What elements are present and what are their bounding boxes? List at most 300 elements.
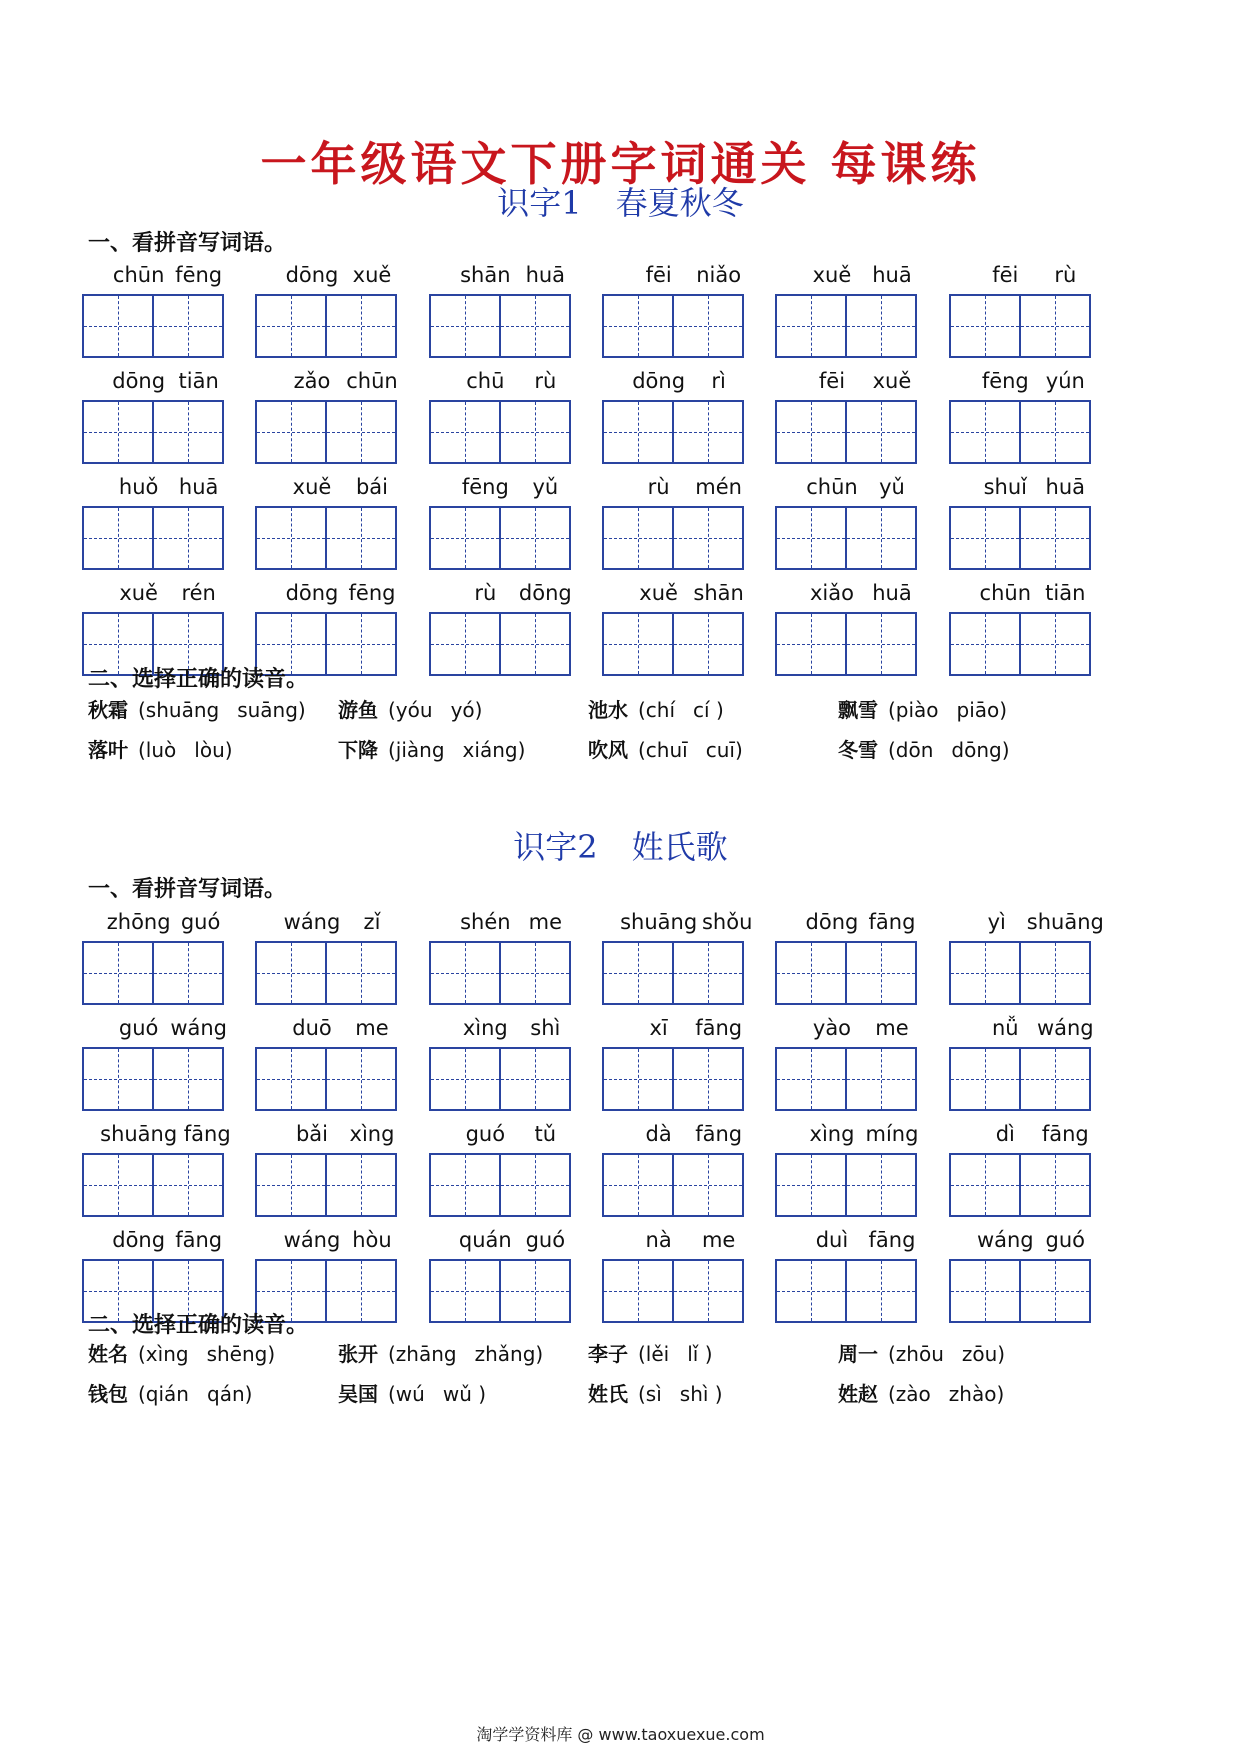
- pronunciation-option[interactable]: (qián: [138, 1381, 189, 1406]
- tianzige-box[interactable]: [257, 1155, 325, 1215]
- tianzige-box-pair[interactable]: [602, 1153, 744, 1217]
- pinyin-syllable: zǎo: [293, 369, 331, 393]
- tianzige-box[interactable]: [604, 614, 672, 674]
- tianzige-box-pair[interactable]: [949, 1259, 1091, 1323]
- tianzige-box[interactable]: [84, 402, 152, 462]
- tianzige-box[interactable]: [325, 1155, 395, 1215]
- tianzige-box[interactable]: [325, 1049, 395, 1109]
- tianzige-box-pair[interactable]: [429, 1259, 571, 1323]
- pinyin-syllable: zhōng: [106, 910, 171, 934]
- tianzige-box-pair[interactable]: [602, 612, 744, 676]
- tianzige-box[interactable]: [1019, 508, 1089, 568]
- pinyin-label: [255, 362, 428, 400]
- tianzige-box[interactable]: [499, 1049, 569, 1109]
- tianzige-box[interactable]: [951, 296, 1019, 356]
- tianzige-box[interactable]: [845, 296, 915, 356]
- pinyin-syllable: nǚ: [991, 1016, 1019, 1040]
- tianzige-box-pair[interactable]: [949, 506, 1091, 570]
- word-cell: [82, 903, 255, 1009]
- pinyin-label: [429, 256, 602, 294]
- tianzige-box-pair[interactable]: [82, 1153, 224, 1217]
- pronunciation-option[interactable]: cuī): [705, 737, 743, 762]
- tianzige-box-pair[interactable]: [775, 1047, 917, 1111]
- choice-word: 游鱼: [338, 697, 378, 722]
- choice-word: 下降: [338, 737, 378, 762]
- pinyin-syllable: shì: [530, 1016, 561, 1040]
- tianzige-box[interactable]: [777, 1261, 845, 1321]
- tianzige-box[interactable]: [152, 1049, 222, 1109]
- tianzige-box[interactable]: [604, 943, 672, 1003]
- word-cell: [82, 1115, 255, 1221]
- tianzige-box[interactable]: [1019, 943, 1089, 1003]
- pinyin-label: [602, 1221, 775, 1259]
- pinyin-syllable: fēi: [645, 263, 672, 287]
- word-cell: [429, 362, 602, 468]
- tianzige-box-pair[interactable]: [255, 400, 397, 464]
- pinyin-label: [949, 1221, 1122, 1259]
- tianzige-box[interactable]: [499, 1261, 569, 1321]
- tianzige-box[interactable]: [499, 402, 569, 462]
- tianzige-box[interactable]: [431, 508, 499, 568]
- pinyin-syllable: rì: [711, 369, 726, 393]
- tianzige-box-pair[interactable]: [429, 1153, 571, 1217]
- tianzige-box[interactable]: [845, 402, 915, 462]
- tianzige-box-pair[interactable]: [255, 1153, 397, 1217]
- pronunciation-option[interactable]: shēng): [206, 1341, 276, 1366]
- pronunciation-option[interactable]: (piào: [888, 697, 939, 722]
- tianzige-box[interactable]: [325, 614, 395, 674]
- word-cell: [949, 574, 1122, 680]
- pinyin-syllable: fāng: [868, 910, 916, 934]
- pronunciation-option[interactable]: (sì: [638, 1381, 662, 1406]
- tianzige-box[interactable]: [951, 943, 1019, 1003]
- tianzige-box[interactable]: [604, 508, 672, 568]
- pronunciation-option[interactable]: zhǎng): [474, 1341, 544, 1366]
- tianzige-box[interactable]: [431, 614, 499, 674]
- pinyin-syllable: yì: [987, 910, 1006, 934]
- choice-item: [338, 694, 588, 723]
- choice-row: [88, 728, 1148, 768]
- pinyin-syllable: dōng: [112, 369, 166, 393]
- word-cell: [602, 1221, 775, 1327]
- tianzige-box-pair[interactable]: [429, 294, 571, 358]
- pronunciation-option[interactable]: (yóu: [388, 697, 433, 722]
- pinyin-syllable: rù: [474, 581, 497, 605]
- pinyin-label: [82, 574, 255, 612]
- tianzige-box-pair[interactable]: [255, 1047, 397, 1111]
- choice-row: [88, 1332, 1148, 1372]
- tianzige-box[interactable]: [325, 943, 395, 1003]
- pinyin-syllable: huā: [178, 475, 219, 499]
- page-title: 一年级语文下册字词通关 每课练: [260, 137, 981, 191]
- word-cell: [429, 1221, 602, 1327]
- pinyin-label: [949, 903, 1122, 941]
- pronunciation-option[interactable]: qán): [207, 1381, 253, 1406]
- tianzige-box-pair[interactable]: [602, 1047, 744, 1111]
- tianzige-box[interactable]: [84, 1049, 152, 1109]
- pinyin-syllable: huā: [1045, 475, 1086, 499]
- tianzige-box[interactable]: [777, 614, 845, 674]
- tianzige-box[interactable]: [951, 402, 1019, 462]
- pinyin-syllable: dōng: [632, 369, 686, 393]
- pinyin-label: [602, 362, 775, 400]
- pinyin-syllable: fāng: [183, 1122, 231, 1146]
- tianzige-box-pair[interactable]: [602, 941, 744, 1005]
- pinyin-syllable: dì: [995, 1122, 1015, 1146]
- tianzige-box[interactable]: [951, 1261, 1019, 1321]
- choice-word: 姓名: [88, 1341, 128, 1366]
- tianzige-box-pair[interactable]: [775, 400, 917, 464]
- tianzige-box[interactable]: [152, 402, 222, 462]
- tianzige-box[interactable]: [672, 1049, 742, 1109]
- tianzige-box[interactable]: [499, 296, 569, 356]
- pinyin-syllable: yào: [812, 1016, 852, 1040]
- tianzige-box[interactable]: [325, 508, 395, 568]
- tianzige-box[interactable]: [431, 1155, 499, 1215]
- pinyin-syllable: me: [875, 1016, 909, 1040]
- pinyin-syllable: shuāng: [620, 910, 698, 934]
- pinyin-syllable: huǒ: [118, 475, 159, 499]
- tianzige-box-pair[interactable]: [82, 941, 224, 1005]
- tianzige-box[interactable]: [152, 943, 222, 1003]
- tianzige-box-pair[interactable]: [949, 294, 1091, 358]
- pinyin-label: [82, 362, 255, 400]
- pinyin-syllable: rù: [534, 369, 557, 393]
- tianzige-box[interactable]: [257, 402, 325, 462]
- word-cell: [429, 1009, 602, 1115]
- word-cell: [949, 1221, 1122, 1327]
- tianzige-box[interactable]: [845, 508, 915, 568]
- pinyin-syllable: duō: [292, 1016, 332, 1040]
- choice-item: [588, 734, 838, 763]
- tianzige-box-pair[interactable]: [255, 294, 397, 358]
- word-cell: [949, 256, 1122, 362]
- pinyin-syllable: yǔ: [879, 475, 905, 499]
- tianzige-box-pair[interactable]: [775, 506, 917, 570]
- pinyin-label: [255, 1009, 428, 1047]
- choice-item: [588, 1338, 838, 1367]
- pinyin-label: [775, 468, 948, 506]
- tianzige-box-pair[interactable]: [775, 612, 917, 676]
- tianzige-box[interactable]: [431, 1261, 499, 1321]
- tianzige-box[interactable]: [604, 1049, 672, 1109]
- tianzige-box[interactable]: [84, 296, 152, 356]
- tianzige-box-pair[interactable]: [82, 506, 224, 570]
- tianzige-box[interactable]: [84, 1155, 152, 1215]
- tianzige-box[interactable]: [325, 296, 395, 356]
- pronunciation-option[interactable]: (zhāng: [388, 1341, 457, 1366]
- pronunciation-option[interactable]: wǔ ): [442, 1381, 487, 1406]
- choice-word: 吴国: [338, 1381, 378, 1406]
- word-cell: [82, 362, 255, 468]
- choice-word: 落叶: [88, 737, 128, 762]
- choice-word: 吹风: [588, 737, 628, 762]
- tianzige-box[interactable]: [777, 943, 845, 1003]
- word-cell: [949, 903, 1122, 1009]
- word-cell: [255, 256, 428, 362]
- tianzige-box[interactable]: [951, 508, 1019, 568]
- pinyin-syllable: quán: [458, 1228, 512, 1252]
- tianzige-box[interactable]: [604, 1261, 672, 1321]
- pinyin-label: [602, 903, 775, 941]
- tianzige-box[interactable]: [152, 1155, 222, 1215]
- tianzige-box-pair[interactable]: [82, 400, 224, 464]
- tianzige-box[interactable]: [672, 402, 742, 462]
- lesson-1-writing-grid: [82, 256, 1122, 680]
- pinyin-label: [602, 1009, 775, 1047]
- word-cell: [949, 468, 1122, 574]
- tianzige-box[interactable]: [672, 614, 742, 674]
- footer-watermark: 淘学学资料库 @ www.taoxuexue.com: [476, 1725, 765, 1744]
- choice-item: [838, 1378, 1088, 1407]
- tianzige-box[interactable]: [499, 1155, 569, 1215]
- pinyin-label: [602, 468, 775, 506]
- tianzige-box[interactable]: [1019, 296, 1089, 356]
- pronunciation-option[interactable]: (lěi: [638, 1341, 670, 1366]
- tianzige-box-pair[interactable]: [429, 400, 571, 464]
- pronunciation-option[interactable]: dōng): [951, 737, 1010, 762]
- tianzige-box[interactable]: [152, 508, 222, 568]
- tianzige-box[interactable]: [777, 402, 845, 462]
- pronunciation-option[interactable]: piāo): [956, 697, 1008, 722]
- pinyin-syllable: xī: [649, 1016, 668, 1040]
- tianzige-box-pair[interactable]: [602, 400, 744, 464]
- tianzige-box[interactable]: [672, 508, 742, 568]
- tianzige-box[interactable]: [1019, 614, 1089, 674]
- choice-item: [838, 694, 1088, 723]
- tianzige-box[interactable]: [84, 943, 152, 1003]
- pronunciation-option[interactable]: (zào: [888, 1381, 931, 1406]
- tianzige-box[interactable]: [845, 614, 915, 674]
- pronunciation-option[interactable]: shì ): [679, 1381, 723, 1406]
- lesson-2-section-write: 一、看拼音写词语。: [88, 877, 287, 902]
- tianzige-box[interactable]: [951, 1049, 1019, 1109]
- pronunciation-option[interactable]: (shuāng: [138, 697, 220, 722]
- pinyin-syllable: mén: [695, 475, 742, 499]
- tianzige-box[interactable]: [777, 296, 845, 356]
- pronunciation-option[interactable]: (dōn: [888, 737, 934, 762]
- tianzige-box[interactable]: [152, 296, 222, 356]
- tianzige-box[interactable]: [604, 402, 672, 462]
- tianzige-box-pair[interactable]: [775, 294, 917, 358]
- tianzige-box-pair[interactable]: [775, 1153, 917, 1217]
- tianzige-box[interactable]: [1019, 1261, 1089, 1321]
- pronunciation-option[interactable]: zōu): [961, 1341, 1006, 1366]
- pronunciation-option[interactable]: lǐ ): [687, 1341, 713, 1366]
- pinyin-label: [429, 1221, 602, 1259]
- pinyin-label: [82, 903, 255, 941]
- pinyin-syllable: guó: [525, 1228, 566, 1252]
- tianzige-box[interactable]: [672, 1155, 742, 1215]
- pronunciation-option[interactable]: zhào): [948, 1381, 1005, 1406]
- tianzige-box[interactable]: [499, 943, 569, 1003]
- word-cell: [775, 362, 948, 468]
- pinyin-syllable: shǒu: [701, 910, 753, 934]
- tianzige-box[interactable]: [257, 943, 325, 1003]
- pinyin-syllable: guó: [465, 1122, 506, 1146]
- tianzige-box[interactable]: [84, 508, 152, 568]
- pronunciation-option[interactable]: (wú: [388, 1381, 425, 1406]
- pronunciation-option[interactable]: (jiàng: [388, 737, 445, 762]
- pronunciation-option[interactable]: cí ): [693, 697, 724, 722]
- tianzige-box[interactable]: [845, 1155, 915, 1215]
- tianzige-box[interactable]: [672, 1261, 742, 1321]
- pinyin-label: [429, 903, 602, 941]
- pinyin-syllable: niǎo: [696, 263, 742, 287]
- word-cell: [602, 468, 775, 574]
- pinyin-syllable: xuě: [119, 581, 158, 605]
- pinyin-syllable: duì: [815, 1228, 849, 1252]
- pronunciation-option[interactable]: (zhōu: [888, 1341, 944, 1366]
- pinyin-syllable: me: [528, 910, 562, 934]
- pinyin-syllable: chū: [466, 369, 505, 393]
- word-cell: [82, 1009, 255, 1115]
- lesson-1-section-choose: 二、选择正确的读音。: [88, 667, 309, 692]
- tianzige-box-pair[interactable]: [255, 506, 397, 570]
- tianzige-box[interactable]: [777, 1049, 845, 1109]
- pinyin-syllable: nà: [645, 1228, 672, 1252]
- pinyin-syllable: yǔ: [532, 475, 559, 499]
- tianzige-box[interactable]: [845, 943, 915, 1003]
- pinyin-label: [949, 468, 1122, 506]
- pinyin-syllable: xuě: [872, 369, 912, 393]
- pronunciation-option[interactable]: suāng): [237, 697, 306, 722]
- word-cell: [429, 574, 602, 680]
- tianzige-box-pair[interactable]: [82, 1047, 224, 1111]
- pinyin-syllable: xìng: [809, 1122, 855, 1146]
- lesson-2-choose-list: [88, 1332, 1148, 1412]
- tianzige-box-pair[interactable]: [429, 506, 571, 570]
- pinyin-label: [775, 256, 948, 294]
- choice-word: 飘雪: [838, 697, 878, 722]
- grid-row: [82, 256, 1122, 362]
- tianzige-box-pair[interactable]: [949, 941, 1091, 1005]
- tianzige-box[interactable]: [951, 614, 1019, 674]
- tianzige-box[interactable]: [845, 1261, 915, 1321]
- tianzige-box-pair[interactable]: [602, 294, 744, 358]
- tianzige-box[interactable]: [672, 296, 742, 356]
- choice-item: [588, 694, 838, 723]
- pinyin-syllable: dōng: [112, 1228, 166, 1252]
- tianzige-box[interactable]: [325, 1261, 395, 1321]
- pinyin-syllable: shuāng: [100, 1122, 178, 1146]
- tianzige-box[interactable]: [499, 614, 569, 674]
- pinyin-syllable: fēi: [818, 369, 846, 393]
- tianzige-box[interactable]: [1019, 1155, 1089, 1215]
- pinyin-syllable: bái: [355, 475, 388, 499]
- choice-item: [88, 694, 338, 723]
- pinyin-syllable: shān: [460, 263, 511, 287]
- pinyin-syllable: dōng: [805, 910, 859, 934]
- tianzige-box[interactable]: [777, 1155, 845, 1215]
- tianzige-box-pair[interactable]: [949, 1047, 1091, 1111]
- tianzige-box[interactable]: [257, 296, 325, 356]
- tianzige-box[interactable]: [499, 508, 569, 568]
- pinyin-label: [775, 362, 948, 400]
- pronunciation-option[interactable]: xiáng): [462, 737, 526, 762]
- pinyin-syllable: guó: [180, 910, 221, 934]
- pinyin-label: [82, 1009, 255, 1047]
- tianzige-box[interactable]: [431, 402, 499, 462]
- tianzige-box-pair[interactable]: [602, 1259, 744, 1323]
- tianzige-box[interactable]: [777, 508, 845, 568]
- tianzige-box[interactable]: [604, 1155, 672, 1215]
- tianzige-box-pair[interactable]: [429, 1047, 571, 1111]
- tianzige-box[interactable]: [431, 296, 499, 356]
- pinyin-syllable: fēi: [992, 263, 1019, 287]
- word-cell: [602, 362, 775, 468]
- choice-item: [338, 734, 588, 763]
- word-cell: [255, 1115, 428, 1221]
- pronunciation-option[interactable]: (luò: [138, 737, 177, 762]
- tianzige-box-pair[interactable]: [949, 612, 1091, 676]
- word-cell: [775, 468, 948, 574]
- tianzige-box-pair[interactable]: [949, 1153, 1091, 1217]
- pinyin-syllable: rù: [647, 475, 670, 499]
- tianzige-box[interactable]: [672, 943, 742, 1003]
- tianzige-box-pair[interactable]: [429, 941, 571, 1005]
- tianzige-box-pair[interactable]: [775, 1259, 917, 1323]
- tianzige-box[interactable]: [257, 1049, 325, 1109]
- pinyin-syllable: xuě: [639, 581, 678, 605]
- pinyin-label: [255, 1115, 428, 1153]
- choice-item: [588, 1378, 838, 1407]
- tianzige-box-pair[interactable]: [602, 506, 744, 570]
- tianzige-box[interactable]: [1019, 402, 1089, 462]
- pronunciation-option[interactable]: (chí: [638, 697, 676, 722]
- pronunciation-option[interactable]: (xìng: [138, 1341, 189, 1366]
- choice-word: 池水: [588, 697, 628, 722]
- tianzige-box-pair[interactable]: [255, 941, 397, 1005]
- grid-row: [82, 362, 1122, 468]
- tianzige-box-pair[interactable]: [949, 400, 1091, 464]
- tianzige-box[interactable]: [845, 1049, 915, 1109]
- pinyin-syllable: fāng: [695, 1122, 743, 1146]
- tianzige-box[interactable]: [604, 296, 672, 356]
- pinyin-syllable: fāng: [175, 1228, 223, 1252]
- tianzige-box[interactable]: [431, 1049, 499, 1109]
- tianzige-box[interactable]: [1019, 1049, 1089, 1109]
- tianzige-box-pair[interactable]: [775, 941, 917, 1005]
- pinyin-syllable: tiān: [1045, 581, 1086, 605]
- tianzige-box[interactable]: [325, 402, 395, 462]
- tianzige-box-pair[interactable]: [429, 612, 571, 676]
- pronunciation-option[interactable]: (chuī: [638, 737, 688, 762]
- pronunciation-option[interactable]: lòu): [194, 737, 233, 762]
- word-cell: [775, 1115, 948, 1221]
- choice-item: [338, 1378, 588, 1407]
- pinyin-syllable: shén: [460, 910, 511, 934]
- choice-item: [88, 1378, 338, 1407]
- pinyin-syllable: wáng: [170, 1016, 227, 1040]
- pinyin-label: [602, 574, 775, 612]
- pinyin-label: [775, 574, 948, 612]
- tianzige-box[interactable]: [431, 943, 499, 1003]
- word-cell: [775, 256, 948, 362]
- tianzige-box[interactable]: [951, 1155, 1019, 1215]
- pronunciation-option[interactable]: yó): [450, 697, 483, 722]
- choice-word: 张开: [338, 1341, 378, 1366]
- grid-row: [82, 903, 1122, 1009]
- pinyin-label: [429, 362, 602, 400]
- lesson-2-title: [0, 822, 1241, 868]
- pinyin-label: [949, 1009, 1122, 1047]
- tianzige-box-pair[interactable]: [82, 294, 224, 358]
- choice-word: 钱包: [88, 1381, 128, 1406]
- pinyin-syllable: fāng: [695, 1016, 743, 1040]
- lesson-1-section-write: 一、看拼音写词语。: [88, 231, 287, 256]
- tianzige-box[interactable]: [257, 508, 325, 568]
